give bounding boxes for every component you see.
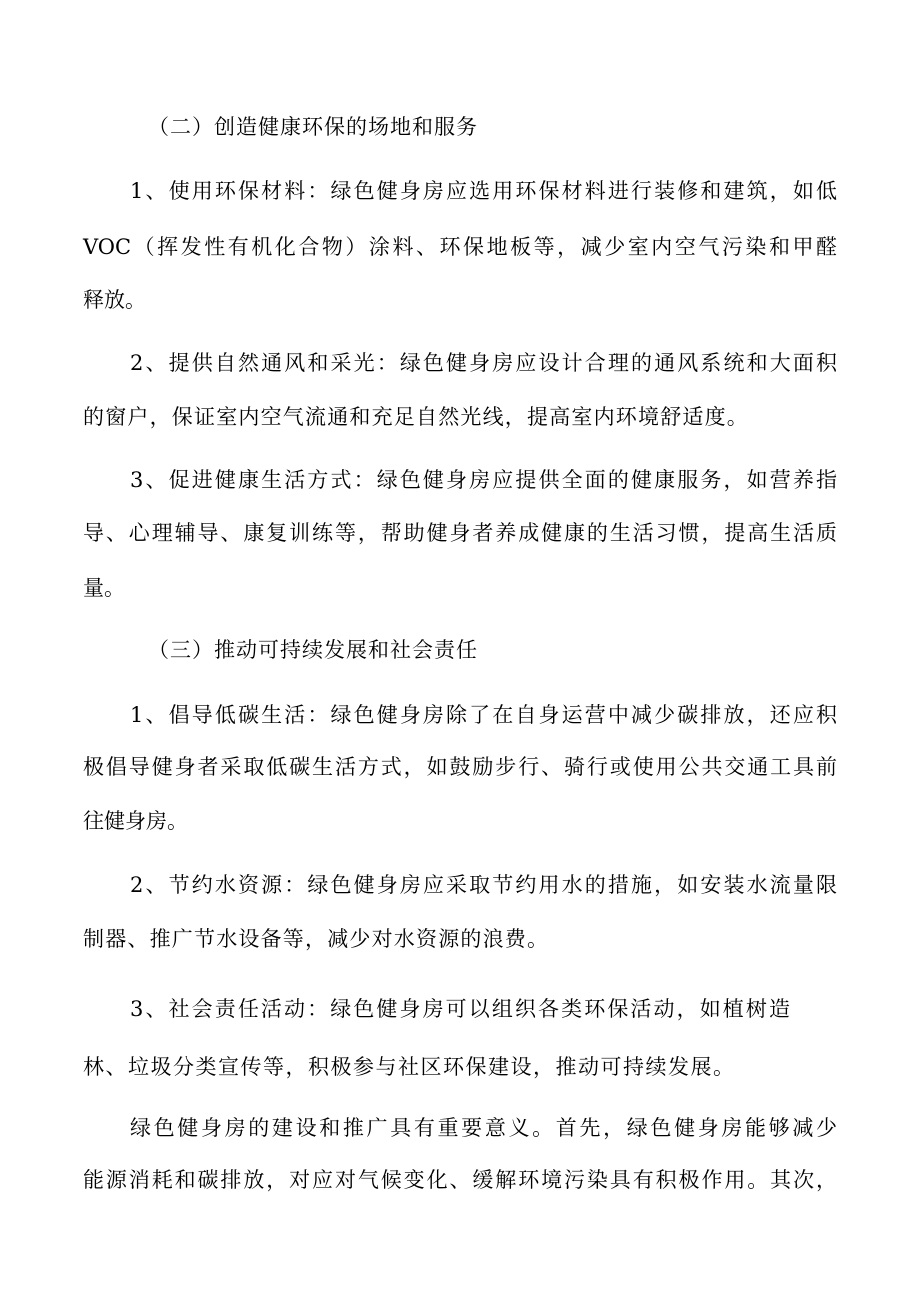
- paragraph-line: 导、心理辅导、康复训练等，帮助健身者养成健康的生活习惯，提高生活质: [83, 521, 837, 545]
- section-heading: （三）推动可持续发展和社会责任: [148, 638, 478, 662]
- paragraph-line: 往健身房。: [83, 809, 188, 833]
- paragraph-line: 3、社会责任活动：绿色健身房可以组织各类环保活动，如植树造: [130, 997, 790, 1021]
- paragraph-line: 绿色健身房的建设和推广具有重要意义。首先，绿色健身房能够减少: [130, 1116, 837, 1140]
- paragraph-line: VOC（挥发性有机化合物）涂料、环保地板等，减少室内空气污染和甲醛: [83, 235, 837, 259]
- paragraph-line: 能源消耗和碳排放，对应对气候变化、缓解环境污染具有积极作用。其次，: [83, 1168, 837, 1192]
- section-heading: （二）创造健康环保的场地和服务: [148, 115, 478, 139]
- paragraph-line: 2、提供自然通风和采光：绿色健身房应设计合理的通风系统和大面积: [130, 351, 837, 375]
- paragraph-line: 1、倡导低碳生活：绿色健身房除了在自身运营中减少碳排放，还应积: [130, 703, 837, 727]
- paragraph-line: 林、垃圾分类宣传等，积极参与社区环保建设，推动可持续发展。: [83, 1055, 736, 1079]
- paragraph-line: 释放。: [83, 288, 146, 312]
- paragraph-line: 极倡导健身者采取低碳生活方式，如鼓励步行、骑行或使用公共交通工具前: [83, 755, 837, 779]
- paragraph-line: 2、节约水资源：绿色健身房应采取节约用水的措施，如安装水流量限: [130, 873, 837, 897]
- paragraph-line: 量。: [83, 576, 125, 600]
- paragraph-line: 3、促进健康生活方式：绿色健身房应提供全面的健康服务，如营养指: [130, 468, 837, 492]
- paragraph-line: 的窗户，保证室内空气流通和充足自然光线，提高室内环境舒适度。: [83, 405, 749, 429]
- paragraph-line: 1、使用环保材料：绿色健身房应选用环保材料进行装修和建筑，如低: [130, 179, 837, 203]
- paragraph-line: 制器、推广节水设备等，减少对水资源的浪费。: [83, 927, 550, 951]
